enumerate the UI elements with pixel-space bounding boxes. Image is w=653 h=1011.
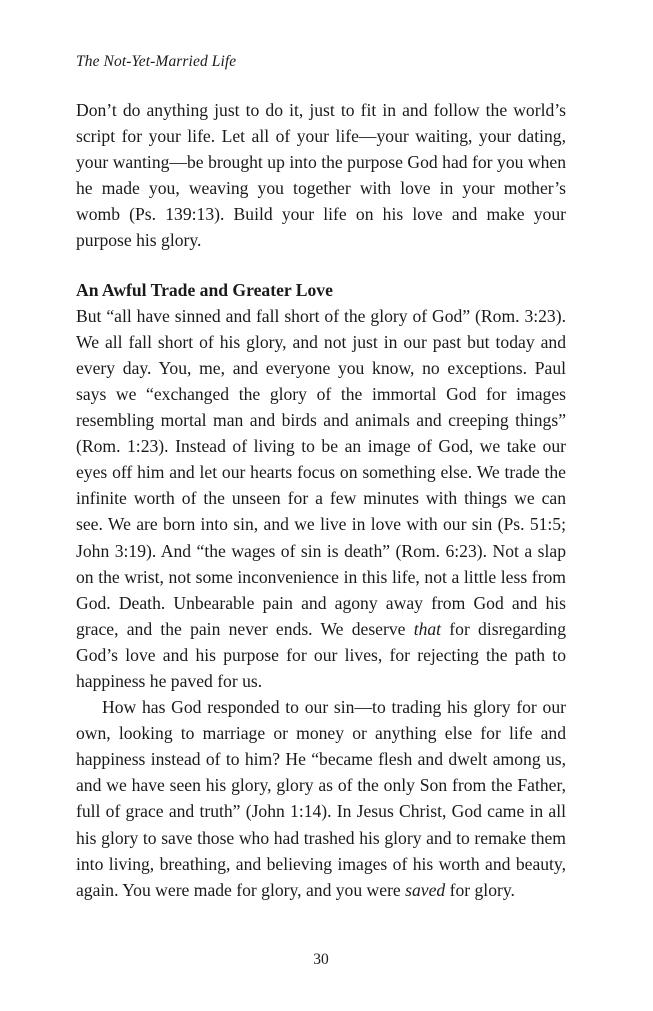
paragraph-3-emphasis: saved [405, 879, 446, 900]
section-heading: An Awful Trade and Greater Love [76, 279, 333, 300]
paragraph-3 [76, 694, 566, 903]
running-head: The Not-Yet-Married Life [76, 53, 237, 70]
paragraph-2-text-b: for disregarding God’s love and his purpose for our lives, for rejecting the path to happiness he paved for us. [76, 618, 566, 691]
paragraph-3-text-a: How has God responded to our sin—to trading his glory for our own, looking to marriage or money or anything else for life and happiness instead of to him? He “became flesh and dwelt among us, and we have seen his glory, glory as of the only Son from the Father, full of grace and truth” (John 1:14). In Jesus Christ, God came in all his glory to save those who had trashed his glory and to remake them into living, breathing, and believing images of his worth and beauty, again. You were made for glory, and you were [76, 697, 566, 900]
paragraph-2-emphasis: that [413, 618, 442, 639]
paragraph-3-text-b: for glory. [445, 879, 515, 900]
paragraph-2 [76, 303, 566, 694]
paragraph-1 [76, 97, 566, 254]
paragraph-1-text: Don’t do anything just to do it, just to fit in and follow the world’s script for your life. Let all of your life—your waiting, your dating, your wanting—be brought up into the purpose God had for you when he made you, weaving you together with love in your mother’s womb (Ps. 139:13). Build your life on his love and make your purpose his glory. [76, 100, 566, 251]
page-number: 30 [313, 951, 329, 968]
body-text [76, 97, 566, 903]
paragraph-2-text-a: But “all have sinned and fall short of the glory of God” (Rom. 3:23). We all fall short of his glory, and not just in our past but today and every day. You, me, and everyone you know, no exceptions. Paul says we “exchanged the glory of the immortal God for images resembling mortal man and birds and animals and creeping things” (Rom. 1:23). Instead of living to be an image of God, we take our eyes off him and let our hearts focus on something else. We trade the infinite worth of the unseen for a few minutes with things we can see. We are born into sin, and we live in love with our sin (Ps. 51:5; John 3:19). And “the wages of sin is death” (Rom. 6:23). Not a slap on the wrist, not some inconvenience in this life, not a little less from God. Death. Unbearable pain and agony away from God and his grace, and the pain never ends. We deserve [76, 305, 566, 639]
